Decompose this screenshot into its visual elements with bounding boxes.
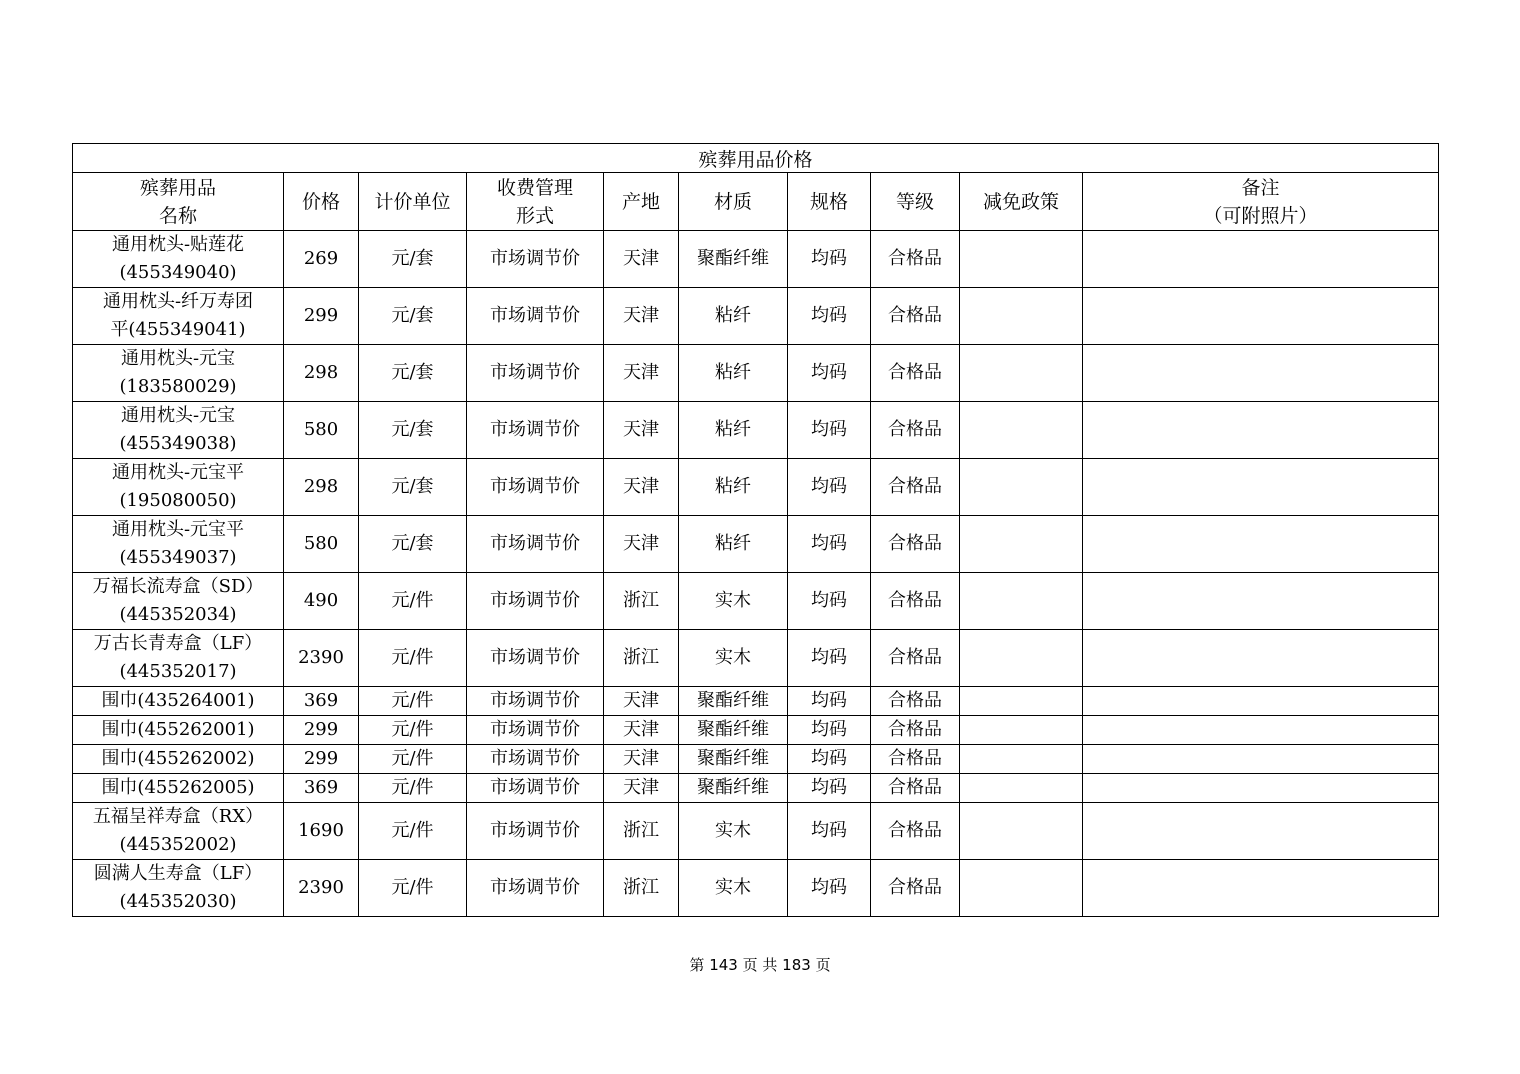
cell-name: [73, 716, 284, 745]
cell-name-line1: 围巾(455262002): [101, 748, 255, 769]
cell-price: 580: [284, 402, 359, 459]
cell-material: 粘纤: [679, 345, 788, 402]
cell-price: 299: [284, 745, 359, 774]
cell-name: [73, 231, 284, 288]
cell-spec: 均码: [788, 288, 871, 345]
table-row: [73, 716, 1439, 745]
cell-fee: 市场调节价: [467, 630, 604, 687]
header-name: [73, 173, 284, 231]
cell-fee: 市场调节价: [467, 716, 604, 745]
cell-origin: 天津: [604, 687, 679, 716]
cell-remark: [1083, 716, 1439, 745]
cell-price: 269: [284, 231, 359, 288]
cell-unit: 元/件: [359, 573, 467, 630]
cell-name: [73, 345, 284, 402]
cell-fee: 市场调节价: [467, 288, 604, 345]
cell-grade: 合格品: [871, 402, 960, 459]
table-row: [73, 573, 1439, 630]
cell-unit: 元/件: [359, 803, 467, 860]
cell-name: [73, 687, 284, 716]
table-row: [73, 288, 1439, 345]
cell-unit: 元/件: [359, 774, 467, 803]
cell-name: [73, 402, 284, 459]
cell-policy: [960, 687, 1083, 716]
cell-name-line1: 万福长流寿盒（SD）: [92, 576, 264, 597]
header-origin: 产地: [604, 173, 679, 231]
cell-spec: 均码: [788, 774, 871, 803]
cell-policy: [960, 803, 1083, 860]
cell-material: 粘纤: [679, 288, 788, 345]
cell-remark: [1083, 573, 1439, 630]
cell-grade: 合格品: [871, 516, 960, 573]
cell-name-line2: (445352002): [119, 834, 237, 855]
header-spec: 规格: [788, 173, 871, 231]
cell-grade: 合格品: [871, 288, 960, 345]
cell-remark: [1083, 345, 1439, 402]
cell-name-line2: (445352034): [119, 604, 237, 625]
cell-origin: 天津: [604, 231, 679, 288]
table-row: [73, 231, 1439, 288]
cell-fee: 市场调节价: [467, 745, 604, 774]
cell-fee: 市场调节价: [467, 231, 604, 288]
header-remark-line1: 备注: [1241, 176, 1280, 199]
cell-price: 2390: [284, 860, 359, 917]
cell-unit: 元/件: [359, 745, 467, 774]
cell-origin: 天津: [604, 774, 679, 803]
cell-origin: 天津: [604, 745, 679, 774]
total-page-number: 183: [782, 956, 811, 974]
cell-policy: [960, 516, 1083, 573]
cell-name-line1: 围巾(455262005): [101, 777, 255, 798]
cell-price: 490: [284, 573, 359, 630]
cell-material: 粘纤: [679, 516, 788, 573]
cell-name-line2: 平(455349041): [110, 319, 246, 340]
cell-name-line1: 围巾(435264001): [101, 690, 255, 711]
cell-remark: [1083, 774, 1439, 803]
header-fee: [467, 173, 604, 231]
cell-name-line2: (455349040): [119, 262, 237, 283]
cell-grade: 合格品: [871, 345, 960, 402]
cell-unit: 元/套: [359, 516, 467, 573]
cell-fee: 市场调节价: [467, 774, 604, 803]
cell-name-line2: (455349037): [119, 547, 237, 568]
cell-price: 298: [284, 459, 359, 516]
cell-price: 369: [284, 687, 359, 716]
table-row: [73, 402, 1439, 459]
cell-policy: [960, 745, 1083, 774]
cell-origin: 天津: [604, 288, 679, 345]
cell-grade: 合格品: [871, 860, 960, 917]
table-row: [73, 630, 1439, 687]
cell-remark: [1083, 687, 1439, 716]
table-title: 殡葬用品价格: [73, 144, 1439, 173]
cell-spec: 均码: [788, 402, 871, 459]
page-footer: [0, 954, 1520, 975]
cell-spec: 均码: [788, 716, 871, 745]
cell-unit: 元/件: [359, 860, 467, 917]
cell-material: 聚酯纤维: [679, 716, 788, 745]
cell-spec: 均码: [788, 630, 871, 687]
cell-price: 299: [284, 716, 359, 745]
cell-spec: 均码: [788, 803, 871, 860]
cell-price: 299: [284, 288, 359, 345]
table-row: [73, 860, 1439, 917]
cell-unit: 元/件: [359, 716, 467, 745]
cell-name: [73, 288, 284, 345]
cell-policy: [960, 573, 1083, 630]
cell-fee: 市场调节价: [467, 402, 604, 459]
footer-prefix: 第: [689, 956, 705, 974]
cell-name-line2: (195080050): [119, 490, 237, 511]
cell-origin: 天津: [604, 402, 679, 459]
header-policy: 减免政策: [960, 173, 1083, 231]
table-body: [73, 231, 1439, 917]
cell-unit: 元/件: [359, 630, 467, 687]
cell-policy: [960, 459, 1083, 516]
cell-origin: 浙江: [604, 630, 679, 687]
cell-fee: 市场调节价: [467, 345, 604, 402]
header-name-line2: 名称: [158, 204, 197, 227]
cell-spec: 均码: [788, 860, 871, 917]
cell-unit: 元/套: [359, 231, 467, 288]
cell-policy: [960, 231, 1083, 288]
cell-material: 聚酯纤维: [679, 687, 788, 716]
cell-remark: [1083, 860, 1439, 917]
cell-spec: 均码: [788, 573, 871, 630]
cell-remark: [1083, 459, 1439, 516]
cell-policy: [960, 774, 1083, 803]
header-price: 价格: [284, 173, 359, 231]
cell-grade: 合格品: [871, 716, 960, 745]
cell-remark: [1083, 402, 1439, 459]
cell-name-line1: 通用枕头-纤万寿团: [102, 291, 254, 312]
cell-policy: [960, 630, 1083, 687]
cell-grade: 合格品: [871, 803, 960, 860]
cell-name: [73, 573, 284, 630]
cell-name-line1: 圆满人生寿盒（LF）: [93, 863, 263, 884]
cell-name-line1: 通用枕头-元宝: [120, 405, 236, 426]
header-unit: 计价单位: [359, 173, 467, 231]
cell-material: 聚酯纤维: [679, 774, 788, 803]
cell-origin: 天津: [604, 516, 679, 573]
header-name-line1: 殡葬用品: [139, 176, 216, 199]
cell-price: 1690: [284, 803, 359, 860]
cell-unit: 元/套: [359, 345, 467, 402]
cell-name: [73, 860, 284, 917]
cell-grade: 合格品: [871, 231, 960, 288]
cell-remark: [1083, 288, 1439, 345]
cell-price: 369: [284, 774, 359, 803]
cell-material: 实木: [679, 630, 788, 687]
cell-price: 2390: [284, 630, 359, 687]
table-row: [73, 516, 1439, 573]
cell-remark: [1083, 803, 1439, 860]
cell-grade: 合格品: [871, 687, 960, 716]
cell-fee: 市场调节价: [467, 860, 604, 917]
cell-fee: 市场调节价: [467, 459, 604, 516]
cell-name-line2: (183580029): [119, 376, 237, 397]
cell-spec: 均码: [788, 459, 871, 516]
cell-fee: 市场调节价: [467, 573, 604, 630]
cell-policy: [960, 716, 1083, 745]
header-grade: 等级: [871, 173, 960, 231]
cell-material: 粘纤: [679, 459, 788, 516]
cell-spec: 均码: [788, 745, 871, 774]
header-fee-line1: 收费管理: [496, 176, 573, 199]
header-remark-line2: （可附照片）: [1203, 204, 1318, 227]
cell-origin: 浙江: [604, 573, 679, 630]
cell-material: 实木: [679, 803, 788, 860]
cell-unit: 元/件: [359, 687, 467, 716]
cell-policy: [960, 288, 1083, 345]
cell-remark: [1083, 630, 1439, 687]
cell-origin: 浙江: [604, 803, 679, 860]
cell-name: [73, 459, 284, 516]
cell-name-line2: (455349038): [119, 433, 237, 454]
header-material: 材质: [679, 173, 788, 231]
cell-material: 粘纤: [679, 402, 788, 459]
cell-name-line1: 通用枕头-元宝平: [111, 462, 245, 483]
cell-origin: 天津: [604, 716, 679, 745]
cell-spec: 均码: [788, 516, 871, 573]
cell-name-line2: (445352017): [119, 661, 237, 682]
cell-policy: [960, 345, 1083, 402]
cell-fee: 市场调节价: [467, 687, 604, 716]
cell-fee: 市场调节价: [467, 516, 604, 573]
header-remark: [1083, 173, 1439, 231]
header-fee-line2: 形式: [515, 204, 554, 227]
cell-name-line1: 万古长青寿盒（LF）: [93, 633, 263, 654]
cell-name-line2: (445352030): [119, 891, 237, 912]
cell-grade: 合格品: [871, 745, 960, 774]
cell-material: 聚酯纤维: [679, 231, 788, 288]
cell-remark: [1083, 745, 1439, 774]
cell-name-line1: 五福呈祥寿盒（RX）: [92, 806, 264, 827]
cell-grade: 合格品: [871, 630, 960, 687]
cell-name-line1: 围巾(455262001): [101, 719, 255, 740]
price-table: [72, 143, 1439, 917]
table-row: [73, 345, 1439, 402]
cell-spec: 均码: [788, 231, 871, 288]
cell-policy: [960, 860, 1083, 917]
table-row: [73, 803, 1439, 860]
cell-material: 实木: [679, 860, 788, 917]
cell-material: 聚酯纤维: [679, 745, 788, 774]
footer-suffix: 页: [815, 956, 831, 974]
cell-remark: [1083, 231, 1439, 288]
cell-origin: 天津: [604, 459, 679, 516]
price-table-container: [72, 143, 1438, 917]
cell-remark: [1083, 516, 1439, 573]
cell-spec: 均码: [788, 345, 871, 402]
cell-grade: 合格品: [871, 774, 960, 803]
cell-origin: 天津: [604, 345, 679, 402]
table-row: [73, 459, 1439, 516]
cell-name: [73, 630, 284, 687]
cell-name-line1: 通用枕头-元宝平: [111, 519, 245, 540]
cell-name: [73, 774, 284, 803]
cell-name: [73, 803, 284, 860]
cell-price: 298: [284, 345, 359, 402]
cell-grade: 合格品: [871, 573, 960, 630]
cell-name-line1: 通用枕头-贴莲花: [111, 234, 245, 255]
cell-policy: [960, 402, 1083, 459]
cell-unit: 元/套: [359, 402, 467, 459]
cell-name: [73, 516, 284, 573]
cell-grade: 合格品: [871, 459, 960, 516]
footer-middle: 页 共: [742, 956, 778, 974]
cell-spec: 均码: [788, 687, 871, 716]
cell-name: [73, 745, 284, 774]
cell-unit: 元/套: [359, 459, 467, 516]
current-page-number: 143: [709, 956, 738, 974]
table-row: [73, 774, 1439, 803]
cell-unit: 元/套: [359, 288, 467, 345]
cell-material: 实木: [679, 573, 788, 630]
cell-fee: 市场调节价: [467, 803, 604, 860]
header-row: [73, 173, 1439, 231]
table-row: [73, 687, 1439, 716]
cell-price: 580: [284, 516, 359, 573]
cell-name-line1: 通用枕头-元宝: [120, 348, 236, 369]
cell-origin: 浙江: [604, 860, 679, 917]
table-row: [73, 745, 1439, 774]
